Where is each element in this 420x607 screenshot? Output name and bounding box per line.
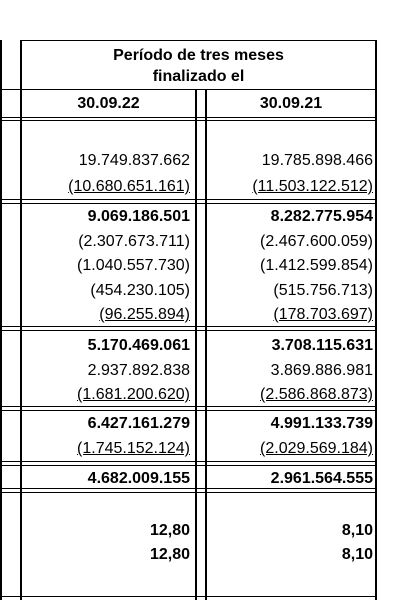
cell-2021: 8,10 — [341, 522, 373, 539]
subtotal-line-1b — [0, 203, 377, 204]
cell-2022: 2.937.892.838 — [87, 362, 190, 379]
subtotal-line-4a — [0, 461, 377, 462]
subtotal-line-3b — [0, 410, 377, 411]
table-right-border — [375, 40, 377, 600]
period-header-line1: Período de tres meses — [113, 47, 284, 64]
cell-2021: 19.785.898.466 — [261, 152, 373, 169]
cell-2022: (10.680.651.161) — [68, 178, 190, 195]
cell-2022: (96.255.894) — [99, 306, 190, 323]
cell-2021: (2.467.600.059) — [260, 233, 373, 250]
left-edge-fragment — [0, 545, 1, 565]
cell-2022: 19.749.837.662 — [78, 152, 190, 169]
left-edge-fragment — [0, 255, 1, 275]
cell-2022: (1.681.200.620) — [77, 386, 190, 403]
cell-2021: 3.869.886.981 — [270, 362, 373, 379]
cell-2021: 4.991.133.739 — [270, 415, 373, 432]
dates-bottom-line — [0, 117, 377, 118]
cell-2021: 3.708.115.631 — [271, 337, 373, 354]
cell-2022: (1.745.152.124) — [77, 440, 190, 457]
left-edge-fragment — [0, 520, 1, 540]
column-header-2022: 30.09.22 — [77, 95, 140, 112]
subtotal-line-2b — [0, 330, 377, 331]
cell-2022: 9.069.186.501 — [87, 208, 190, 225]
cell-2021: 8,10 — [341, 546, 373, 563]
left-edge-fragment — [0, 305, 1, 325]
column-divider-right — [205, 90, 207, 600]
cell-2021: (1.412.599.854) — [260, 257, 373, 274]
total-line-b — [0, 492, 377, 493]
left-edge-fragment — [0, 385, 1, 405]
cell-2021: (11.503.122.512) — [252, 178, 373, 195]
table-left-border — [20, 40, 22, 600]
cell-2022: 4.682.009.155 — [87, 470, 190, 487]
cell-2021: (515.756.713) — [273, 282, 373, 299]
cell-2022: (2.307.673.711) — [78, 233, 190, 250]
cell-2021: (178.703.697) — [273, 306, 373, 323]
table-bottom-line — [0, 596, 377, 597]
subtotal-line-2a — [0, 326, 377, 327]
subtotal-line-3a — [0, 406, 377, 407]
dates-bottom-line-2 — [0, 120, 377, 121]
cell-2021: (2.586.868.873) — [260, 386, 373, 403]
cell-2021: (2.029.569.184) — [260, 440, 373, 457]
cell-2021: 2.961.564.555 — [270, 470, 373, 487]
header-line — [0, 89, 377, 90]
cell-2022: 12,80 — [149, 522, 190, 539]
cell-2022: (454.230.105) — [90, 282, 190, 299]
left-edge-fragment — [0, 178, 1, 198]
left-edge-fragment — [0, 232, 1, 252]
column-divider-left — [195, 90, 197, 600]
cell-2021: 8.282.775.954 — [270, 208, 373, 225]
cell-2022: 12,80 — [149, 546, 190, 563]
cell-2022: 6.427.161.279 — [87, 415, 190, 432]
period-header-line2: finalizado el — [152, 68, 245, 85]
left-edge-fragment — [0, 440, 1, 460]
subtotal-line-1a — [0, 199, 377, 200]
cell-2022: (1.040.557.730) — [77, 257, 190, 274]
left-edge-fragment — [0, 280, 1, 300]
column-header-2021: 30.09.21 — [259, 95, 323, 112]
header-top-line — [20, 40, 377, 41]
subtotal-line-4b — [0, 465, 377, 466]
cell-2022: 5.170.469.061 — [87, 337, 190, 354]
